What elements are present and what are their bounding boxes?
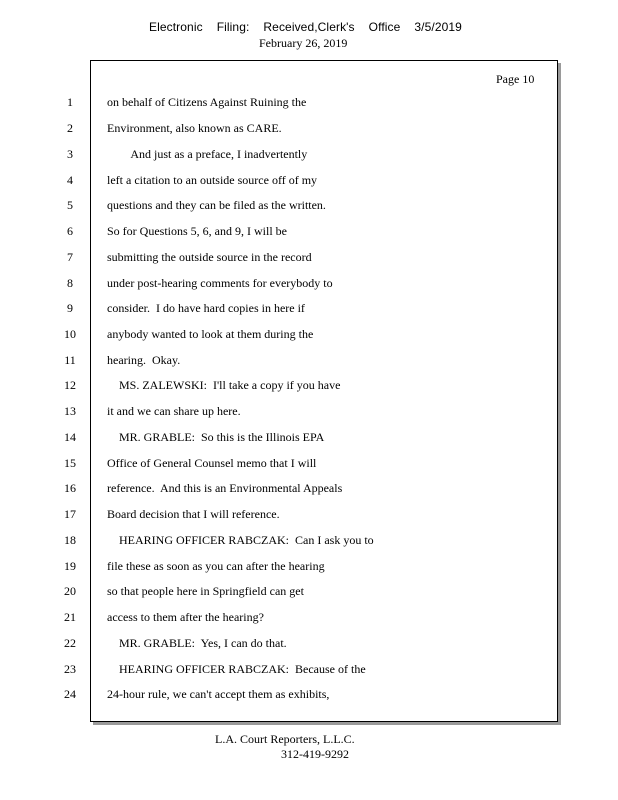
line-number: 18 — [64, 533, 76, 547]
filing-word-office: Office — [368, 20, 401, 34]
line-number: 19 — [64, 559, 76, 573]
line-text: MR. GRABLE: So this is the Illinois EPA — [107, 430, 325, 444]
line-number: 12 — [64, 378, 76, 392]
line-number: 11 — [64, 353, 76, 367]
line-text: under post-hearing comments for everybody to — [107, 276, 333, 290]
reporter-company: L.A. Court Reporters, L.L.C. — [215, 732, 355, 746]
line-number: 1 — [67, 95, 73, 109]
line-text: file these as soon as you can after the hearing — [107, 559, 325, 573]
line-text: on behalf of Citizens Against Ruining the — [107, 95, 307, 109]
line-text: Board decision that I will reference. — [107, 507, 280, 521]
line-text: And just as a preface, I inadvertently — [107, 147, 308, 161]
line-text: Office of General Counsel memo that I will — [107, 456, 317, 470]
reporter-phone: 312-419-9292 — [281, 747, 349, 761]
filing-word-electronic: Electronic — [149, 20, 203, 34]
line-text: MS. ZALEWSKI: I'll take a copy if you have — [107, 378, 341, 392]
line-number: 4 — [67, 173, 73, 187]
transcript-date: February 26, 2019 — [259, 36, 348, 50]
line-number: 16 — [64, 481, 76, 495]
filing-word-filing: Filing: — [216, 20, 250, 34]
page-number: Page 10 — [496, 72, 535, 86]
line-number: 9 — [67, 301, 73, 315]
line-text: anybody wanted to look at them during the — [107, 327, 314, 341]
line-text: submitting the outside source in the record — [107, 250, 312, 264]
line-number: 17 — [64, 507, 76, 521]
line-text: left a citation to an outside source off of my — [107, 173, 318, 187]
line-number: 7 — [67, 250, 73, 264]
line-text: questions and they can be filed as the written. — [107, 198, 326, 212]
line-number: 5 — [67, 198, 73, 212]
filing-word-received-clerks: Received,Clerk's — [263, 20, 355, 34]
line-number: 3 — [67, 147, 73, 161]
line-text: so that people here in Springfield can get — [107, 584, 304, 598]
line-text: reference. And this is an Environmental Appeals — [107, 481, 343, 495]
line-text: So for Questions 5, 6, and 9, I will be — [107, 224, 287, 238]
line-number: 21 — [64, 610, 76, 624]
line-text: MR. GRABLE: Yes, I can do that. — [107, 636, 287, 650]
line-text: Environment, also known as CARE. — [107, 121, 282, 135]
line-number: 23 — [64, 662, 76, 676]
line-number: 15 — [64, 456, 76, 470]
line-text: 24-hour rule, we can't accept them as exhibits, — [107, 687, 330, 701]
line-text: HEARING OFFICER RABCZAK: Because of the — [107, 662, 366, 676]
line-number: 14 — [64, 430, 76, 444]
line-text: hearing. Okay. — [107, 353, 181, 367]
line-number: 10 — [64, 327, 76, 341]
line-number: 2 — [67, 121, 73, 135]
line-text: access to them after the hearing? — [107, 610, 264, 624]
line-number: 22 — [64, 636, 76, 650]
line-number: 6 — [67, 224, 73, 238]
line-text: consider. I do have hard copies in here if — [107, 301, 305, 315]
line-text: it and we can share up here. — [107, 404, 241, 418]
line-number: 13 — [64, 404, 76, 418]
line-number: 24 — [64, 687, 76, 701]
line-text: HEARING OFFICER RABCZAK: Can I ask you to — [107, 533, 374, 547]
filing-word-date: 3/5/2019 — [414, 20, 462, 34]
line-number: 20 — [64, 584, 76, 598]
line-number: 8 — [67, 276, 73, 290]
filing-stamp — [149, 20, 476, 34]
